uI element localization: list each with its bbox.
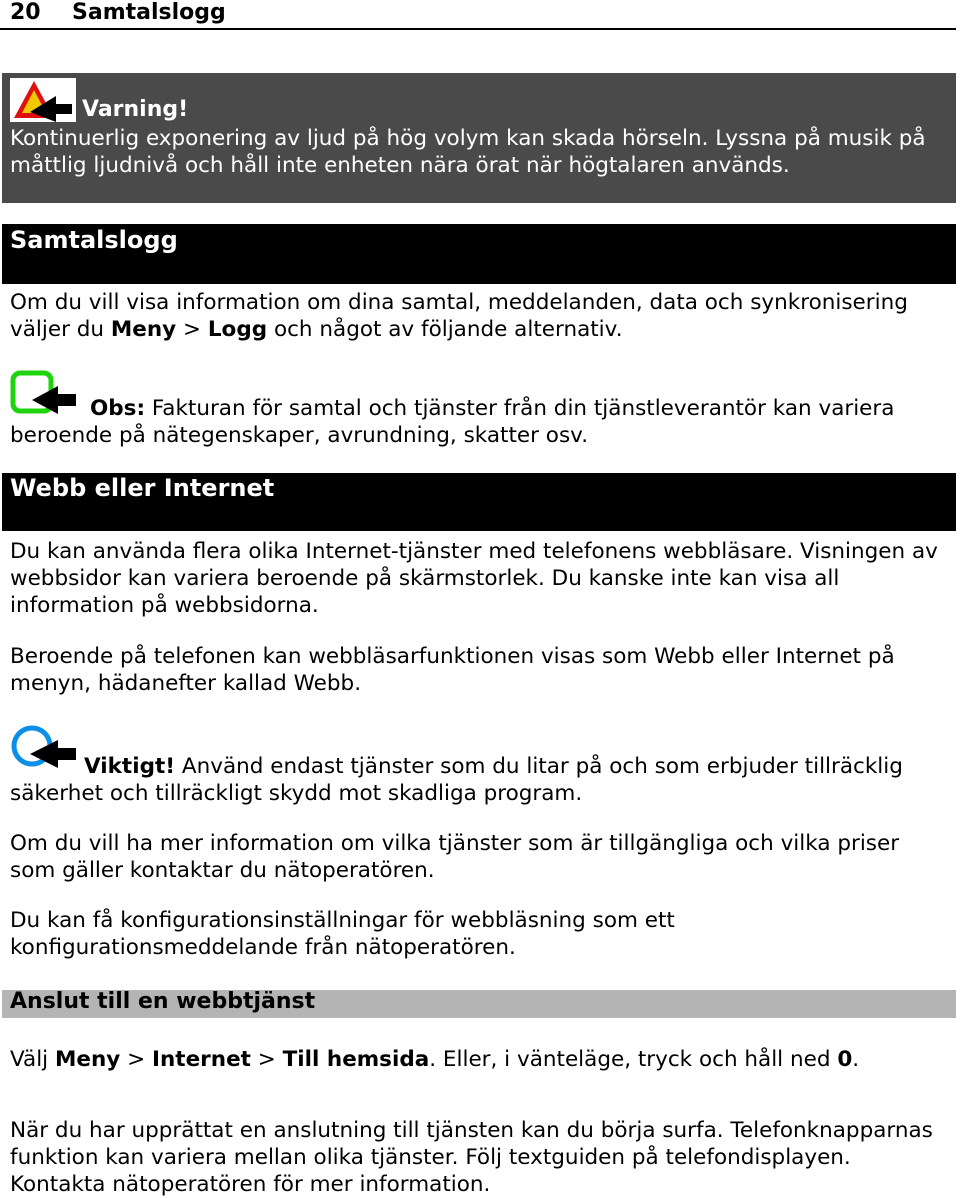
connect-text-end: . bbox=[852, 1047, 860, 1072]
samtalslogg-intro bbox=[10, 289, 950, 343]
intro-text: Om du vill visa information om dina samtal, meddelanden, data och synkronisering väljer du bbox=[10, 290, 908, 342]
web-paragraph-4: Du kan få konfigurationsinställningar för webbläsning som ett konfigurationsmeddelande från nätoperatören. bbox=[10, 908, 675, 960]
warning-text: Kontinuerlig exponering av ljud på hög volym kan skada hörseln. Lyssna på musik på måttlig ljudnivå och håll inte enheten nära örat när högtalaren används. bbox=[10, 126, 926, 178]
menu-path-meny: Meny bbox=[55, 1047, 121, 1072]
path-separator: > bbox=[250, 1047, 283, 1072]
page-header bbox=[0, 0, 956, 30]
web-paragraph-3: Om du vill ha mer information om vilka tjänster som är tillgängliga och vilka priser som gäller kontaktar du nätoperatören. bbox=[10, 831, 900, 883]
connect-paragraph-2: När du har upprättat en anslutning till tjänsten kan du börja surfa. Telefonknapparnas funktion kan variera mellan olika tjänster. Följ textguiden på telefondisplayen. Kontakta nätoperatören för mer information. bbox=[10, 1118, 933, 1197]
warning-triangle-icon bbox=[10, 78, 76, 122]
web-paragraph-1: Du kan använda flera olika Internet-tjänster med telefonens webbläsare. Visningen av webbsidor kan variera beroende på skärmstorlek. Du kanske inte kan visa all information på webbsidorna. bbox=[10, 539, 938, 618]
important-paragraph bbox=[10, 753, 950, 807]
note-paragraph bbox=[10, 395, 950, 449]
connect-paragraph-1 bbox=[10, 1046, 950, 1073]
section-heading-samtalslogg bbox=[2, 224, 956, 284]
menu-path-internet: Internet bbox=[152, 1047, 251, 1072]
subheading-text: Anslut till en webbtjänst bbox=[10, 989, 316, 1014]
important-text: Använd endast tjänster som du litar på och som erbjuder tillräcklig säkerhet och tillräckligt skydd mot skadliga program. bbox=[10, 754, 903, 806]
warning-box bbox=[2, 73, 956, 203]
section-heading-text: Webb eller Internet bbox=[10, 474, 275, 502]
note-text: Fakturan för samtal och tjänster från din tjänstleverantör kan variera beroende på nätegenskaper, avrundning, skatter osv. bbox=[10, 396, 895, 448]
section-heading-text: Samtalslogg bbox=[10, 226, 178, 254]
web-paragraph-2: Beroende på telefonen kan webbläsarfunktionen visas som Webb eller Internet på menyn, hädanefter kallad Webb. bbox=[10, 644, 895, 696]
connect-text: Välj bbox=[10, 1047, 55, 1072]
important-label: Viktigt! bbox=[84, 754, 176, 779]
section-heading-webb bbox=[2, 473, 956, 531]
key-zero: 0 bbox=[837, 1047, 853, 1072]
path-separator: > bbox=[120, 1047, 152, 1072]
page-header-title: Samtalslogg bbox=[72, 0, 226, 25]
menu-path-logg: Logg bbox=[207, 317, 268, 342]
connect-text-mid: . Eller, i vänteläge, tryck och håll ned bbox=[429, 1047, 838, 1072]
path-separator: > bbox=[176, 317, 208, 342]
subheading-anslut bbox=[2, 990, 956, 1018]
intro-text-end: och något av följande alternativ. bbox=[267, 317, 623, 342]
warning-title: Varning! bbox=[82, 97, 189, 122]
menu-path-meny: Meny bbox=[110, 317, 177, 342]
menu-path-till-hemsida: Till hemsida bbox=[282, 1047, 430, 1072]
page-number: 20 bbox=[10, 0, 41, 25]
note-label: Obs: bbox=[90, 396, 146, 421]
